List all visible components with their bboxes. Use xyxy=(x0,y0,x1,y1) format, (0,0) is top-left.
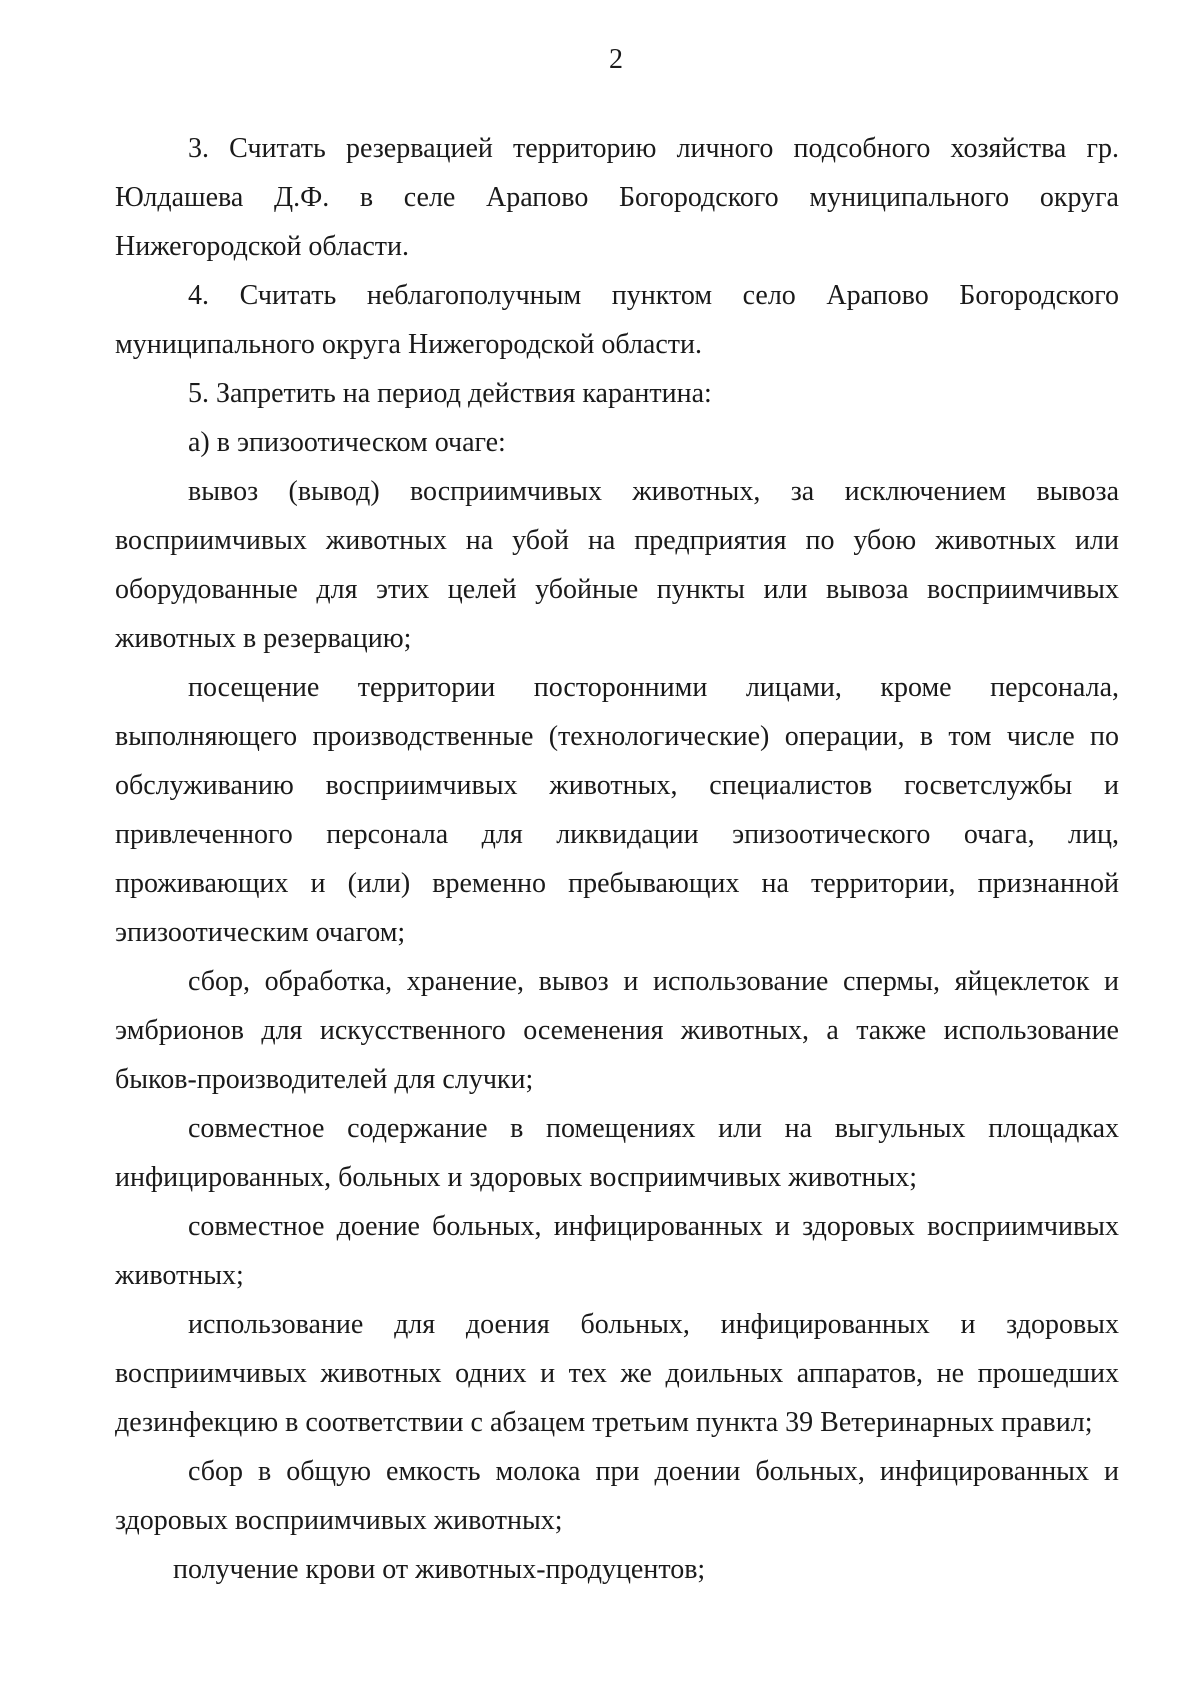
document-body xyxy=(115,124,1119,1594)
paragraph-item-5-prohibitions: 5. Запретить на период действия карантина: xyxy=(188,378,712,409)
paragraph-item-4-unfavorable-point: 4. Считать неблагополучным пунктом село Арапово Богородского муниципального округа Нижегородской области. xyxy=(115,280,1119,360)
paragraph-sperm-collection: сбор, обработка, хранение, вывоз и использование спермы, яйцеклеток и эмбрионов для искусственного осеменения животных, а также использование быков-производителей для случки; xyxy=(115,966,1119,1095)
paragraph-visiting-territory: посещение территории посторонними лицами, кроме персонала, выполняющего производственные (технологические) операции, в том числе по обслуживанию восприимчивых животных, специалистов госветслужбы и привлеченного персонала для ликвидации эпизоотического очага, лиц, проживающих и (или) временно пребывающих на территории, признанной эпизоотическим очагом; xyxy=(115,672,1119,948)
paragraph-removal-of-animals: вывоз (вывод) восприимчивых животных, за исключением вывоза восприимчивых животных на убой на предприятия по убою животных или оборудованные для этих целей убойные пункты или вывоза восприимчивых животных в резервацию; xyxy=(115,476,1119,654)
paragraph-milking-apparatus: использование для доения больных, инфицированных и здоровых восприимчивых животных одних и тех же доильных аппаратов, не прошедших дезинфекцию в соответствии с абзацем третьим пункта 39 Ветеринарных правил; xyxy=(115,1309,1119,1438)
paragraph-item-3-reservation: 3. Считать резервацией территорию личного подсобного хозяйства гр. Юлдашева Д.Ф. в селе Арапово Богородского муниципального округа Нижегородской области. xyxy=(115,133,1119,262)
page-number: 2 xyxy=(609,44,623,75)
paragraph-joint-keeping: совместное содержание в помещениях или на выгульных площадках инфицированных, больных и здоровых восприимчивых животных; xyxy=(115,1113,1119,1193)
paragraph-milk-collection: сбор в общую емкость молока при доении больных, инфицированных и здоровых восприимчивых животных; xyxy=(115,1456,1119,1536)
paragraph-blood-collection: получение крови от животных-продуцентов; xyxy=(173,1554,706,1585)
paragraph-subitem-a: а) в эпизоотическом очаге: xyxy=(188,427,506,458)
paragraph-joint-milking: совместное доение больных, инфицированных и здоровых восприимчивых животных; xyxy=(115,1211,1119,1291)
